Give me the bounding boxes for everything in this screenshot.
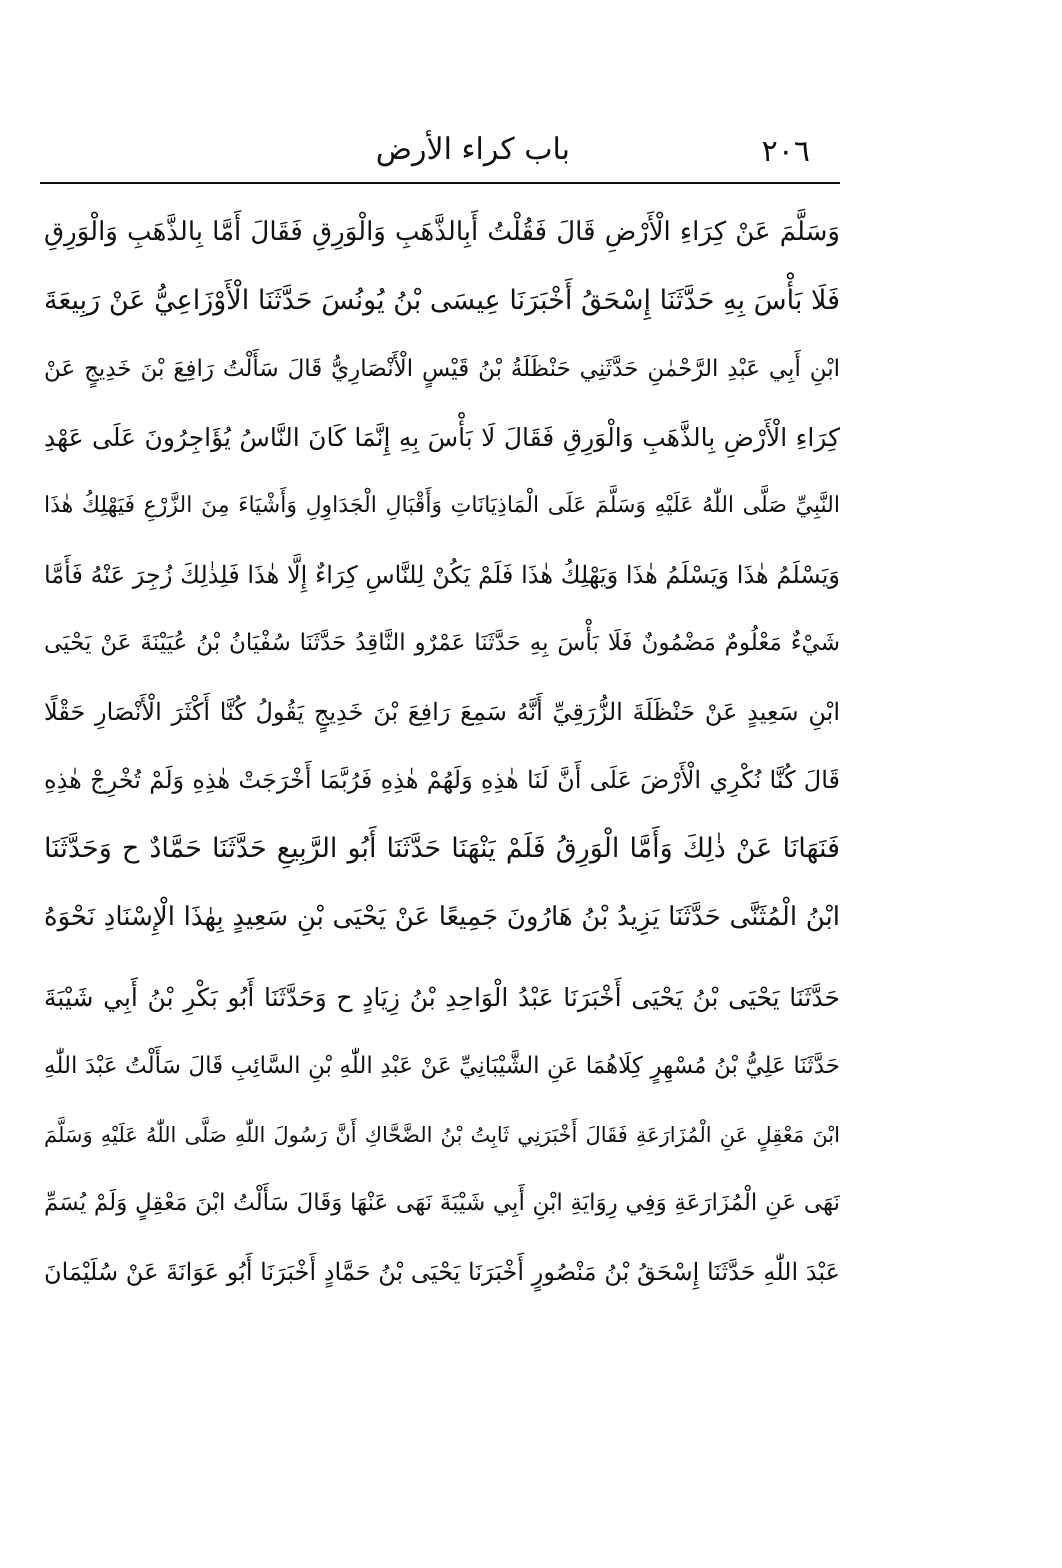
page-body — [44, 198, 840, 1306]
page-number: ٢٠٦ — [761, 134, 810, 169]
text-line: ابْنَ مَعْقِلٍ عَنِ الْمُزَارَعَةِ فَقَالَ أَخْبَرَنِي ثَابِتُ بْنُ الضَّحَّاكِ أَنَّ رَسُولَ اللّٰهِ صَلَّى اللّٰهُ عَلَيْهِ وَسَلَّمَ — [44, 1122, 840, 1147]
paragraph-2 — [44, 964, 840, 1307]
text-line: حَدَّثَنَا يَحْيَى بْنُ يَحْيَى أَخْبَرَنَا عَبْدُ الْوَاحِدِ بْنُ زِيَادٍ ح وَحَدَّثَنَا أَبُو بَكْرِ بْنُ أَبِي شَيْبَةَ — [44, 982, 840, 1012]
text-line: حَدَّثَنَا عَلِيُّ بْنُ مُسْهِرٍ كِلَاهُمَا عَنِ الشَّيْبَانِيِّ عَنْ عَبْدِ اللّٰهِ بْنِ السَّائِبِ قَالَ سَأَلْتُ عَبْدَ اللّٰهِ — [44, 1053, 840, 1079]
text-line: شَيْءٌ مَعْلُومٌ مَضْمُونٌ فَلَا بَأْسَ بِهِ حَدَّثَنَا عَمْرٌو النَّاقِدُ حَدَّثَنَا سُفْيَانُ بْنُ عُيَيْنَةَ عَنْ يَحْيَى — [44, 630, 840, 656]
text-line: كِرَاءِ الْأَرْضِ بِالذَّهَبِ وَالْوَرِقِ فَقَالَ لَا بَأْسَ بِهِ إِنَّمَا كَانَ النَّاسُ يُؤَاجِرُونَ عَلَى عَهْدِ — [44, 422, 840, 452]
text-line: ابْنُ الْمُثَنَّى حَدَّثَنَا يَزِيدُ بْنُ هَارُونَ جَمِيعًا عَنْ يَحْيَى بْنِ سَعِيدٍ بِهٰذَا الْإِسْنَادِ نَحْوَهُ — [44, 902, 840, 932]
text-line: عَبْدَ اللّٰهِ حَدَّثَنَا إِسْحَقُ بْنُ مَنْصُورٍ أَخْبَرَنَا يَحْيَى بْنُ حَمَّادٍ أَخْبَرَنَا أَبُو عَوَانَةَ عَنْ سُلَيْمَانَ — [44, 1257, 840, 1286]
text-line: وَسَلَّمَ عَنْ كِرَاءِ الْأَرْضِ قَالَ فَقُلْتُ أَبِالذَّهَبِ وَالْوَرِقِ فَقَالَ أَمَّا بِالذَّهَبِ وَالْوَرِقِ — [44, 217, 840, 247]
text-line: قَالَ كُنَّا نُكْرِي الْأَرْضَ عَلَى أَنَّ لَنَا هٰذِهِ وَلَهُمْ هٰذِهِ فَرُبَّمَا أَخْرَجَتْ هٰذِهِ وَلَمْ تُخْرِجْ هٰذِهِ — [44, 766, 840, 794]
paragraph-gap — [44, 952, 840, 964]
text-line: فَلَا بَأْسَ بِهِ حَدَّثَنَا إِسْحَقُ أَخْبَرَنَا عِيسَى بْنُ يُونُسَ حَدَّثَنَا الْأَوْزَاعِيُّ عَنْ رَبِيعَةَ — [44, 284, 840, 316]
page-header — [40, 128, 840, 180]
header-rule — [40, 182, 840, 184]
paragraph-1 — [44, 198, 840, 952]
text-line: النَّبِيِّ صَلَّى اللّٰهُ عَلَيْهِ وَسَلَّمَ عَلَى الْمَاذِيَانَاتِ وَأَقْبَالِ الْجَدَاوِلِ وَأَشْيَاءَ مِنَ الزَّرْعِ فَيَهْلِكُ هٰذَا — [44, 493, 840, 518]
text-line: ابْنِ سَعِيدٍ عَنْ حَنْظَلَةَ الزُّرَقِيِّ أَنَّهُ سَمِعَ رَافِعَ بْنَ خَدِيجٍ يَقُولُ كُنَّا أَكْثَرَ الْأَنْصَارِ حَقْلًا — [44, 697, 840, 726]
text-line: فَنَهَانَا عَنْ ذٰلِكَ وَأَمَّا الْوَرِقُ فَلَمْ يَنْهَنَا حَدَّثَنَا أَبُو الرَّبِيعِ حَدَّثَنَا حَمَّادٌ ح وَحَدَّثَنَا — [44, 832, 840, 864]
running-title: باب كراء الأرض — [375, 132, 570, 167]
text-line: وَيَسْلَمُ هٰذَا وَيَسْلَمُ هٰذَا وَيَهْلِكُ هٰذَا فَلَمْ يَكُنْ لِلنَّاسِ كِرَاءٌ إِلَّا هٰذَا فَلِذٰلِكَ زُجِرَ عَنْهُ فَأَمَّا — [44, 560, 840, 589]
text-line: نَهَى عَنِ الْمُزَارَعَةِ وَفِي رِوَايَةِ ابْنِ أَبِي شَيْبَةَ نَهَى عَنْهَا وَقَالَ سَأَلْتُ ابْنَ مَعْقِلٍ وَلَمْ يُسَمِّ — [44, 1190, 840, 1216]
text-line: ابْنِ أَبِي عَبْدِ الرَّحْمٰنِ حَدَّثَنِي حَنْظَلَةُ بْنُ قَيْسٍ الْأَنْصَارِيُّ قَالَ سَأَلْتُ رَافِعَ بْنَ خَدِيجٍ عَنْ — [44, 356, 840, 382]
